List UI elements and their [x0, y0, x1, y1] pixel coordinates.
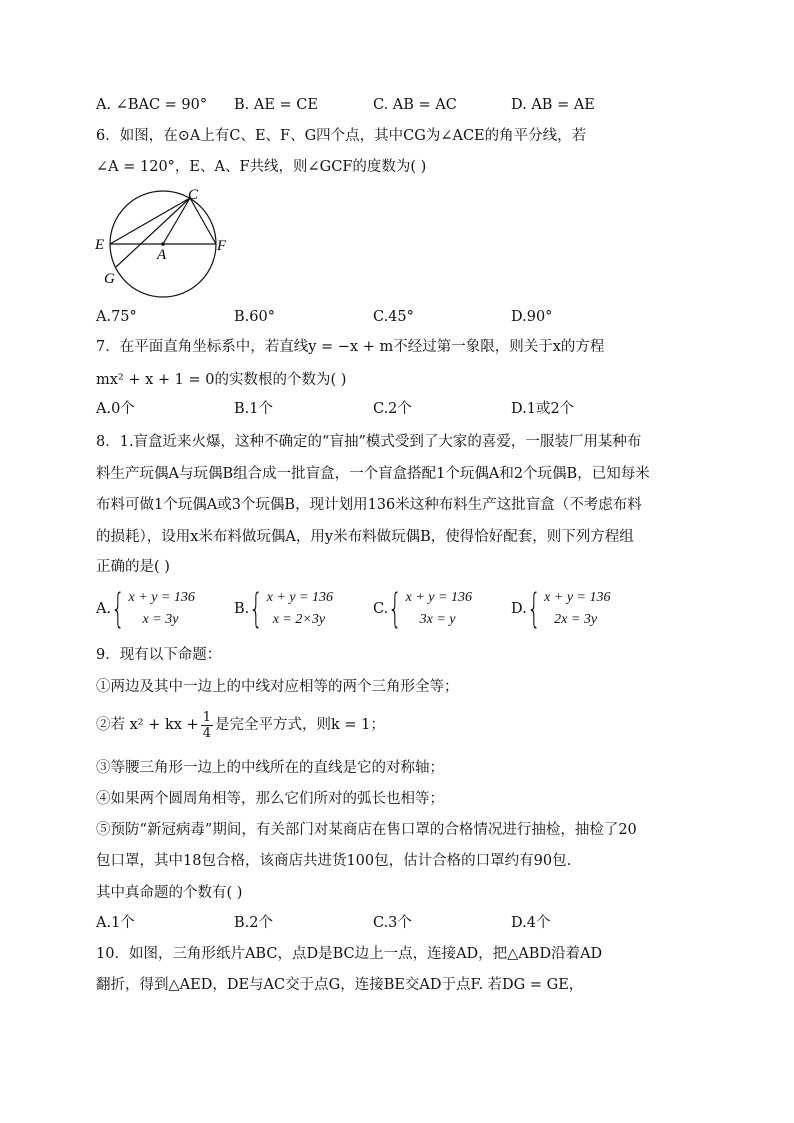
q9-option-c: C.3个: [373, 915, 412, 931]
segment-AC: [163, 198, 190, 244]
q6-circle-figure: [94, 188, 244, 303]
q8-option-d-eq2: 2x = 3y: [554, 612, 598, 627]
center-point: [161, 242, 165, 246]
q9-option-b: B.2个: [234, 915, 273, 931]
q7-option-a: A.0个: [96, 401, 135, 417]
q9-item-1: ①两边及其中一边上的中线对应相等的两个三角形全等；: [96, 679, 459, 695]
q8-option-a-letter: A.: [96, 601, 112, 617]
q7-option-c: C.2个: [373, 401, 412, 417]
label-F: F: [217, 238, 227, 254]
q8-stem-line5: 正确的是( ): [96, 559, 170, 575]
q10-stem-line1: 10．如图，三角形纸片ABC，点D是BC边上一点，连接AD，把△ABD沿着AD: [96, 946, 603, 962]
q8-option-c-eq1: x + y = 136: [405, 590, 472, 605]
q6-option-b: B.60°: [234, 309, 275, 325]
q9-item-5-line1: ⑤预防“新冠病毒”期间，有关部门对某商店在售口罩的合格情况进行抽检，抽检了20: [96, 822, 637, 838]
q8-option-b: [234, 587, 333, 631]
q8-stem-line3: 布料可做1个玩偶A或3个玩偶B，现计划用136米这种布料生产这批盲盒（不考虑布料: [96, 497, 642, 513]
q8-option-a: [96, 587, 195, 631]
q5-option-b: B. AE = CE: [234, 97, 318, 113]
q8-option-d-letter: D.: [511, 601, 527, 617]
fraction-one-quarter: [201, 710, 213, 741]
q5-option-d: D. AB = AE: [511, 97, 595, 113]
q9-item-2-pre: ②若 x² + kx +: [96, 717, 199, 733]
left-brace: {: [249, 586, 264, 632]
q6-stem-line1: 6．如图，在⊙A上有C、E、F、G四个点，其中CG为∠ACE的角平分线，若: [96, 128, 587, 144]
q6-option-d: D.90°: [511, 309, 553, 325]
q8-option-b-eq2: x = 2×3y: [272, 612, 326, 627]
q8-option-a-eq2: x = 3y: [142, 612, 179, 627]
q9-item-3: ③等腰三角形一边上的中线所在的直线是它的对称轴；: [96, 760, 444, 776]
label-C: C: [188, 188, 199, 203]
q5-option-a: A. ∠BAC = 90°: [96, 97, 208, 113]
left-brace: {: [388, 586, 403, 632]
left-brace: {: [526, 586, 541, 632]
segment-CG: [116, 198, 190, 267]
q8-stem-line1: 8．1.盲盒近来火爆，这种不确定的“盲抽”模式受到了大家的喜爱，一服装厂用某种布: [96, 434, 642, 450]
q9-item-2-post: 是完全平方式，则k = 1；: [214, 717, 385, 733]
q8-option-b-eq1: x + y = 136: [266, 590, 334, 605]
q9-option-d: D.4个: [511, 915, 551, 931]
q6-option-a: A.75°: [96, 309, 137, 325]
q6-stem-line2: ∠A = 120°，E、A、F共线，则∠GCF的度数为( ): [96, 159, 427, 175]
q9-question: 其中真命题的个数有( ): [96, 885, 243, 901]
segment-CF: [190, 198, 216, 244]
q9-item-2: [96, 707, 385, 743]
q7-option-b: B.1个: [234, 401, 273, 417]
q9-option-a: A.1个: [96, 915, 135, 931]
q8-option-c-eq2: 3x = y: [419, 612, 456, 627]
fraction-denominator: 4: [202, 725, 211, 741]
q7-stem-line2: mx² + x + 1 = 0的实数根的个数为( ): [96, 372, 347, 388]
q8-option-c-letter: C.: [373, 601, 389, 617]
label-G: G: [104, 271, 115, 287]
q5-option-c: C. AB = AC: [373, 97, 457, 113]
label-A: A: [157, 247, 167, 263]
fraction-numerator: 1: [202, 709, 211, 725]
segment-EC: [110, 198, 190, 244]
q8-stem-line4: 的损耗），设用x米布料做玩偶A，用y米布料做玩偶B，使得恰好配套，则下列方程组: [96, 529, 634, 545]
q10-stem-line2: 翻折，得到△AED，DE与AC交于点G，连接BE交AD于点F. 若DG = GE，: [96, 977, 584, 993]
q8-option-d: [511, 587, 611, 631]
q8-option-c: [373, 587, 472, 631]
left-brace: {: [111, 586, 126, 632]
q8-stem-line2: 料生产玩偶A与玩偶B组合成一批盲盒，一个盲盒搭配1个玩偶A和2个玩偶B，已知每米: [96, 466, 650, 482]
label-E: E: [95, 237, 105, 253]
q9-item-5-line2: 包口罩，其中18包合格，该商店共进货100包，估计合格的口罩约有90包.: [96, 853, 572, 869]
q7-stem-line1: 7．在平面直角坐标系中，若直线y = −x + m不经过第一象限，则关于x的方程: [96, 339, 605, 355]
q9-title: 9．现有以下命题：: [96, 647, 222, 663]
q7-option-d: D.1或2个: [511, 401, 575, 417]
q8-option-b-letter: B.: [234, 601, 250, 617]
q8-option-d-eq1: x + y = 136: [544, 590, 611, 605]
q9-item-4: ④如果两个圆周角相等，那么它们所对的弧长也相等；: [96, 791, 444, 807]
q8-option-a-eq1: x + y = 136: [128, 590, 195, 605]
q6-option-c: C.45°: [373, 309, 414, 325]
